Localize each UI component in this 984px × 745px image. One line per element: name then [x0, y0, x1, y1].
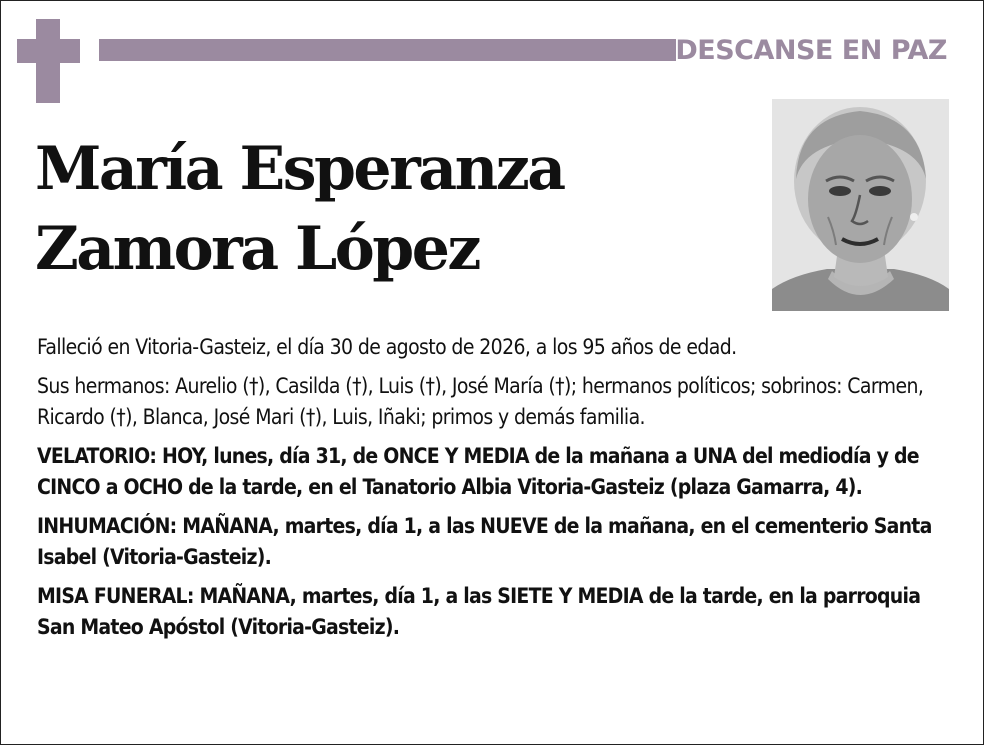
- portrait-icon: [772, 99, 949, 311]
- death-announcement: Falleció en Vitoria-Gasteiz, el día 30 de agosto de 2026, a los 95 años de edad.: [37, 335, 737, 359]
- cross-icon-horizontal: [17, 39, 80, 63]
- portrait-photo: [772, 99, 949, 311]
- tagline: DESCANSE EN PAZ: [675, 35, 947, 66]
- header-rule: [99, 39, 676, 61]
- deceased-name-line2: Zamora López: [35, 214, 479, 284]
- burial-info: INHUMACIÓN: MAÑANA, martes, día 1, a las NUEVE de la mañana, en el cementerio Santa Isabel (Vitoria-Gasteiz).: [37, 514, 932, 569]
- funeral-mass-info: MISA FUNERAL: MAÑANA, martes, día 1, a las SIETE Y MEDIA de la tarde, en la parroquia San Mateo Apóstol (Vitoria-Gasteiz).: [37, 584, 921, 639]
- family-list: Sus hermanos: Aurelio (†), Casilda (†), Luis (†), José María (†); hermanos políticos; sobrinos: Carmen, Ricardo (†), Blanca, José Mari (†), Luis, Iñaki; primos y demás familia.: [37, 374, 924, 429]
- wake-info: VELATORIO: HOY, lunes, día 31, de ONCE Y MEDIA de la mañana a UNA del mediodía y de CINCO a OCHO de la tarde, en el Tanatorio Albia Vitoria-Gasteiz (plaza Gamarra, 4).: [37, 444, 919, 499]
- deceased-name: [35, 129, 564, 289]
- deceased-name-line1: María Esperanza: [35, 134, 564, 204]
- notice-body: [37, 331, 957, 651]
